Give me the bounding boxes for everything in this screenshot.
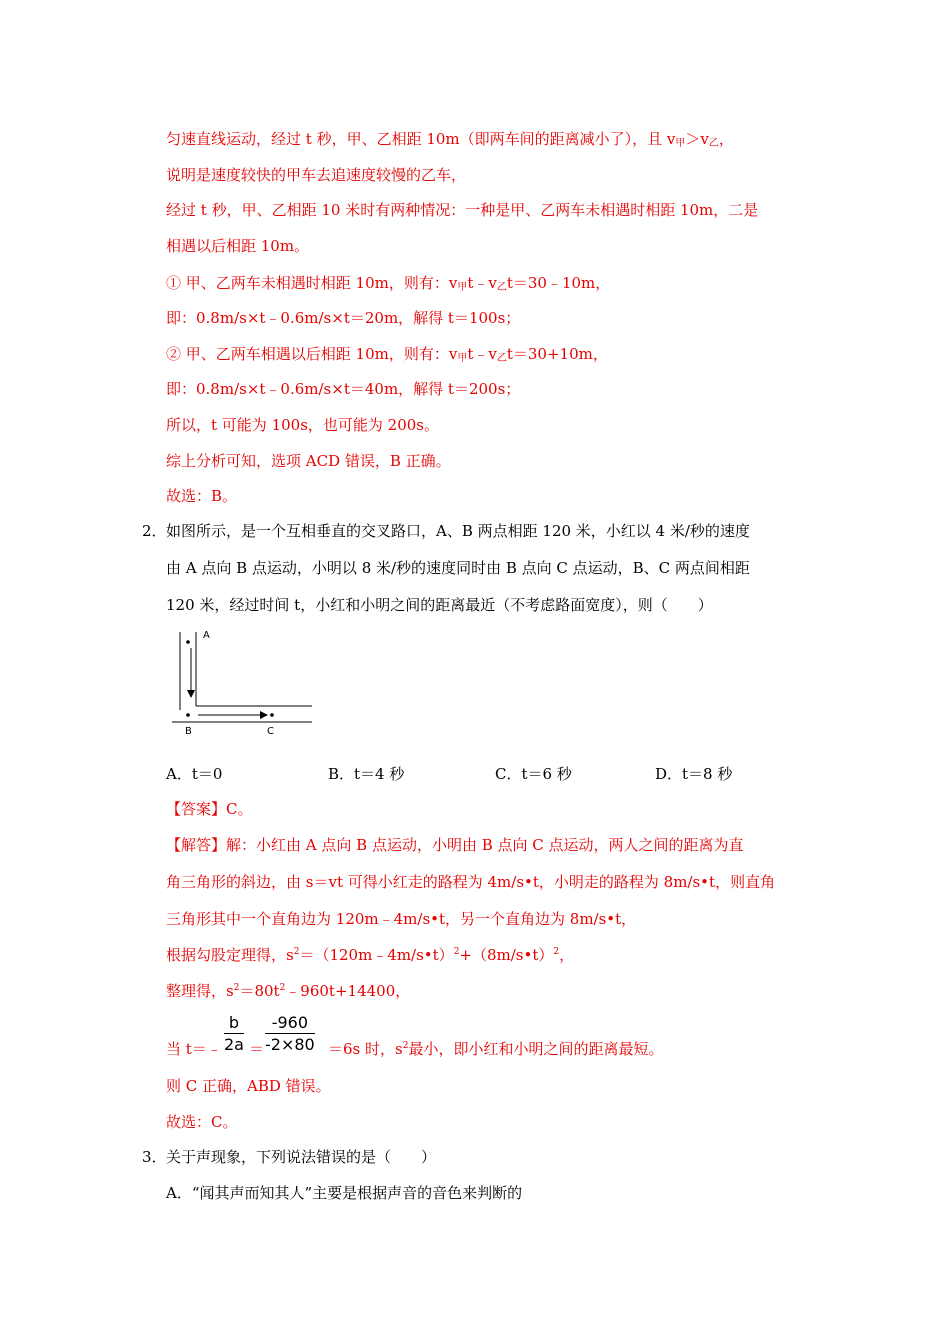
option-b[interactable]: B．t＝4 秒 [328,765,405,783]
explanation-line: 故选：C。 [166,1113,238,1131]
equals-sign: ＝ [249,1040,265,1058]
answer-tag: 【答案】 [166,800,227,818]
label-b: B [185,726,192,737]
label-a: A [203,630,210,641]
solution-line: 故选：B。 [166,487,238,505]
solution-line: 相遇以后相距 10m。 [166,237,310,255]
arrow-head-down [187,690,195,698]
solution-line: 说明是速度较快的甲车去追速度较慢的乙车， [166,166,467,184]
point-a [186,640,190,644]
arrow-head-right [260,711,268,719]
question-number: 3． [142,1148,167,1166]
explanation-line: 角三角形的斜边，由 s＝vt 可得小红走的路程为 4m/s•t，小明走的路程为 8m/s•t，则直角 [166,873,776,891]
intersection-figure [170,624,320,742]
solution-line: 经过 t 秒，甲、乙相距 10 米时有两种情况：一种是甲、乙两车未相遇时相距 10m，二是 [166,201,759,219]
solution-line: ② 甲、乙两车相遇以后相距 10m，则有：$v_甲t﹣v_乙t=30+10m$， [166,345,608,364]
explanation-tag: 【解答】 [166,836,227,854]
question-stem-line: 如图所示，是一个互相垂直的交叉路口，A、B 两点相距 120 米，小红以 4 米/秒的速度 [166,522,750,540]
explanation-line: 当 t＝﹣ [166,1040,222,1058]
solution-line: 综上分析可知，选项 ACD 错误，B 正确。 [166,452,451,470]
point-b [186,713,190,717]
question-stem-line: 120 米，经过时间 t，小红和小明之间的距离最近（不考虑路面宽度），则（ ） [166,596,713,614]
label-c: C [267,726,274,737]
answer-line [166,799,253,819]
explanation-line: 三角形其中一个直角边为 120m﹣4m/s•t，另一个直角边为 8m/s•t， [166,910,637,928]
question-stem-line: 关于声现象，下列说法错误的是（ ） [166,1148,437,1166]
fraction-b-over-2a: $\frac{b}{2a}$ [224,1013,244,1054]
option-d[interactable]: D．t＝8 秒 [655,765,733,783]
explanation-line: 则 C 正确，ABD 错误。 [166,1077,331,1095]
explanation-line: ＝6s 时，$s^2$最小，即小红和小明之间的距离最短。 [328,1040,664,1058]
solution-line: 即：0.8m/s×t﹣0.6m/s×t＝20m，解得 t＝100s； [166,309,521,327]
solution-line: 即：0.8m/s×t﹣0.6m/s×t＝40m，解得 t＝200s； [166,380,521,398]
option-a[interactable]: A．t＝0 [166,765,223,783]
explanation-line: 根据勾股定理得，$s^2=(120m﹣4m/s•t)^2+(8m/s•t)^2$， [166,946,575,964]
solution-line: 所以，t 可能为 100s，也可能为 200s。 [166,416,439,434]
fraction-value: $\frac{-960}{-2\times 80}$ [265,1013,315,1054]
question-number: 2． [142,522,167,540]
option-a[interactable]: A．“闻其声而知其人”主要是根据声音的音色来判断的 [166,1184,523,1202]
option-c[interactable]: C．t＝6 秒 [495,765,572,783]
solution-line: 匀速直线运动，经过 t 秒，甲、乙相距 10m（即两车间的距离减小了），且 $v_甲>v_乙$， [166,130,734,149]
answer-value: C。 [226,800,253,818]
solution-line: ① 甲、乙两车未相遇时相距 10m，则有：$v_甲t﹣v_乙t=30﹣10m$， [166,274,611,293]
question-stem-line: 由 A 点向 B 点运动，小明以 8 米/秒的速度同时由 B 点向 C 点运动，B、C 两点间相距 [166,559,750,577]
explanation-line: 【解答】解：小红由 A 点向 B 点运动，小明由 B 点向 C 点运动，两人之间的距离为直 [166,836,744,854]
point-c [270,713,274,717]
explanation-line: 整理得，$s^2=80t^2﹣960t+14400$， [166,982,411,1000]
